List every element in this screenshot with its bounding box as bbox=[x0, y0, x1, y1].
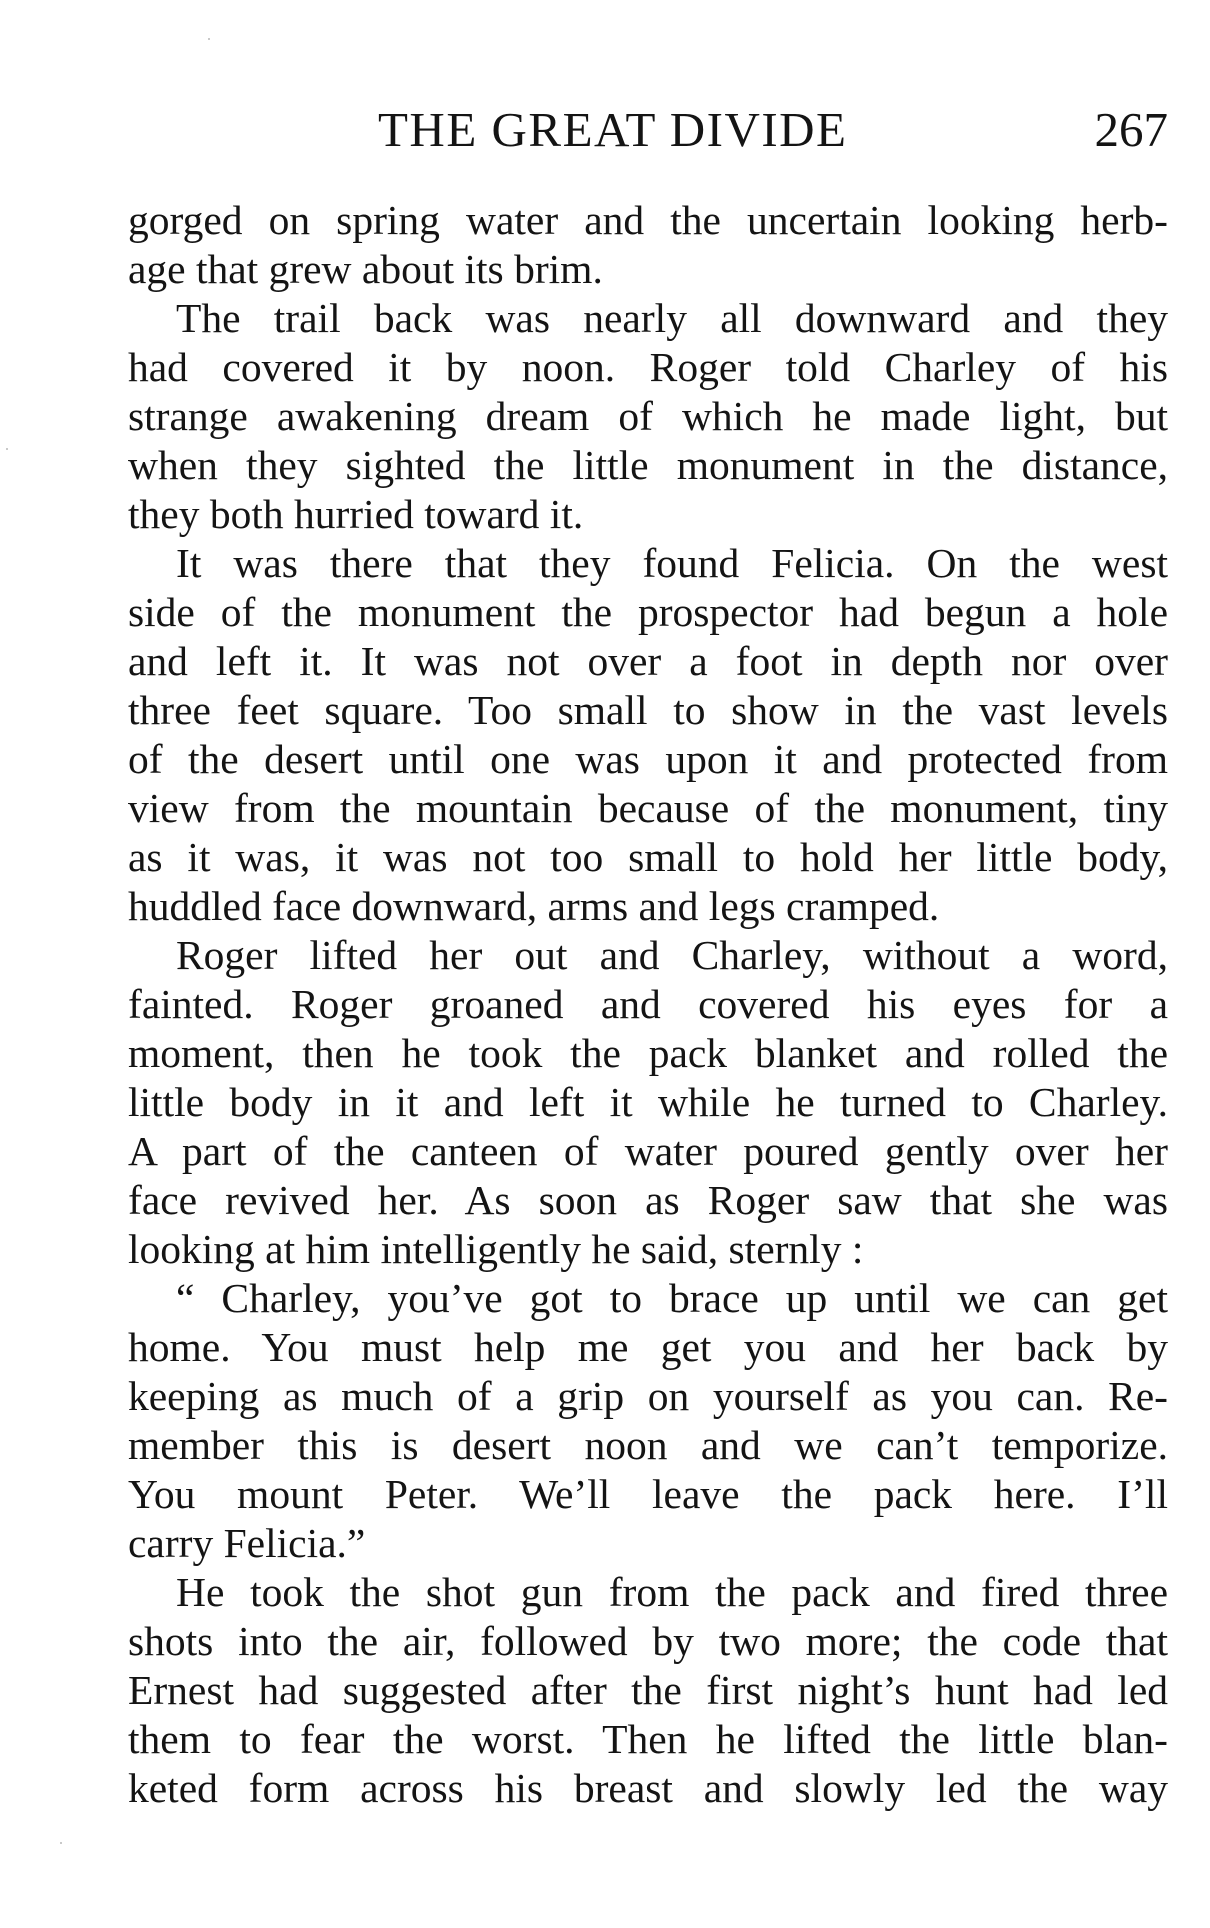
text-line: little body in it and left it while he turned to Charley. bbox=[128, 1079, 1168, 1125]
text-line: three feet square. Too small to show in the vast levels bbox=[128, 687, 1168, 733]
paper-speck bbox=[60, 1842, 62, 1844]
page-number: 267 bbox=[1094, 102, 1168, 157]
text-line: moment, then he took the pack blanket and rolled the bbox=[128, 1030, 1168, 1076]
text-line: A part of the canteen of water poured gently over her bbox=[128, 1128, 1168, 1174]
text-line: shots into the air, followed by two more; the code that bbox=[128, 1618, 1168, 1664]
text-line: home. You must help me get you and her back by bbox=[128, 1324, 1168, 1370]
paper-speck bbox=[6, 448, 8, 450]
text-line: fainted. Roger groaned and covered his eyes for a bbox=[128, 981, 1168, 1027]
text-line: keted form across his breast and slowly led the way bbox=[128, 1765, 1168, 1811]
text-line: age that grew about its brim. bbox=[128, 246, 603, 292]
text-line: You mount Peter. We’ll leave the pack here. I’ll bbox=[128, 1471, 1168, 1517]
text-line: when they sighted the little monument in the distance, bbox=[128, 442, 1168, 488]
text-line: gorged on spring water and the uncertain looking herb- bbox=[128, 197, 1168, 243]
text-line: view from the mountain because of the monument, tiny bbox=[128, 785, 1168, 831]
text-line: The trail back was nearly all downward and they bbox=[176, 295, 1168, 341]
page-header bbox=[128, 100, 1168, 160]
text-line: Ernest had suggested after the first night’s hunt had led bbox=[128, 1667, 1168, 1713]
text-line: they both hurried toward it. bbox=[128, 491, 584, 537]
text-line: and left it. It was not over a foot in depth nor over bbox=[128, 638, 1168, 684]
body-text bbox=[128, 196, 1168, 1813]
text-line: looking at him intelligently he said, sternly : bbox=[128, 1226, 864, 1272]
running-title: THE GREAT DIVIDE bbox=[378, 102, 848, 157]
text-line: of the desert until one was upon it and protected from bbox=[128, 736, 1168, 782]
text-line: side of the monument the prospector had begun a hole bbox=[128, 589, 1168, 635]
text-line: huddled face downward, arms and legs cramped. bbox=[128, 883, 940, 929]
text-line: member this is desert noon and we can’t temporize. bbox=[128, 1422, 1168, 1468]
text-line: Roger lifted her out and Charley, without a word, bbox=[176, 932, 1168, 978]
text-line: had covered it by noon. Roger told Charley of his bbox=[128, 344, 1168, 390]
text-line: He took the shot gun from the pack and fired three bbox=[176, 1569, 1168, 1615]
text-line: “ Charley, you’ve got to brace up until we can get bbox=[176, 1275, 1168, 1321]
text-line: keeping as much of a grip on yourself as you can. Re- bbox=[128, 1373, 1168, 1419]
text-line: strange awakening dream of which he made light, but bbox=[128, 393, 1168, 439]
paper-speck bbox=[208, 38, 210, 40]
text-line: carry Felicia.” bbox=[128, 1520, 366, 1566]
text-line: as it was, it was not too small to hold her little body, bbox=[128, 834, 1168, 880]
text-line: It was there that they found Felicia. On the west bbox=[176, 540, 1168, 586]
text-line: face revived her. As soon as Roger saw that she was bbox=[128, 1177, 1168, 1223]
text-line: them to fear the worst. Then he lifted the little blan- bbox=[128, 1716, 1168, 1762]
